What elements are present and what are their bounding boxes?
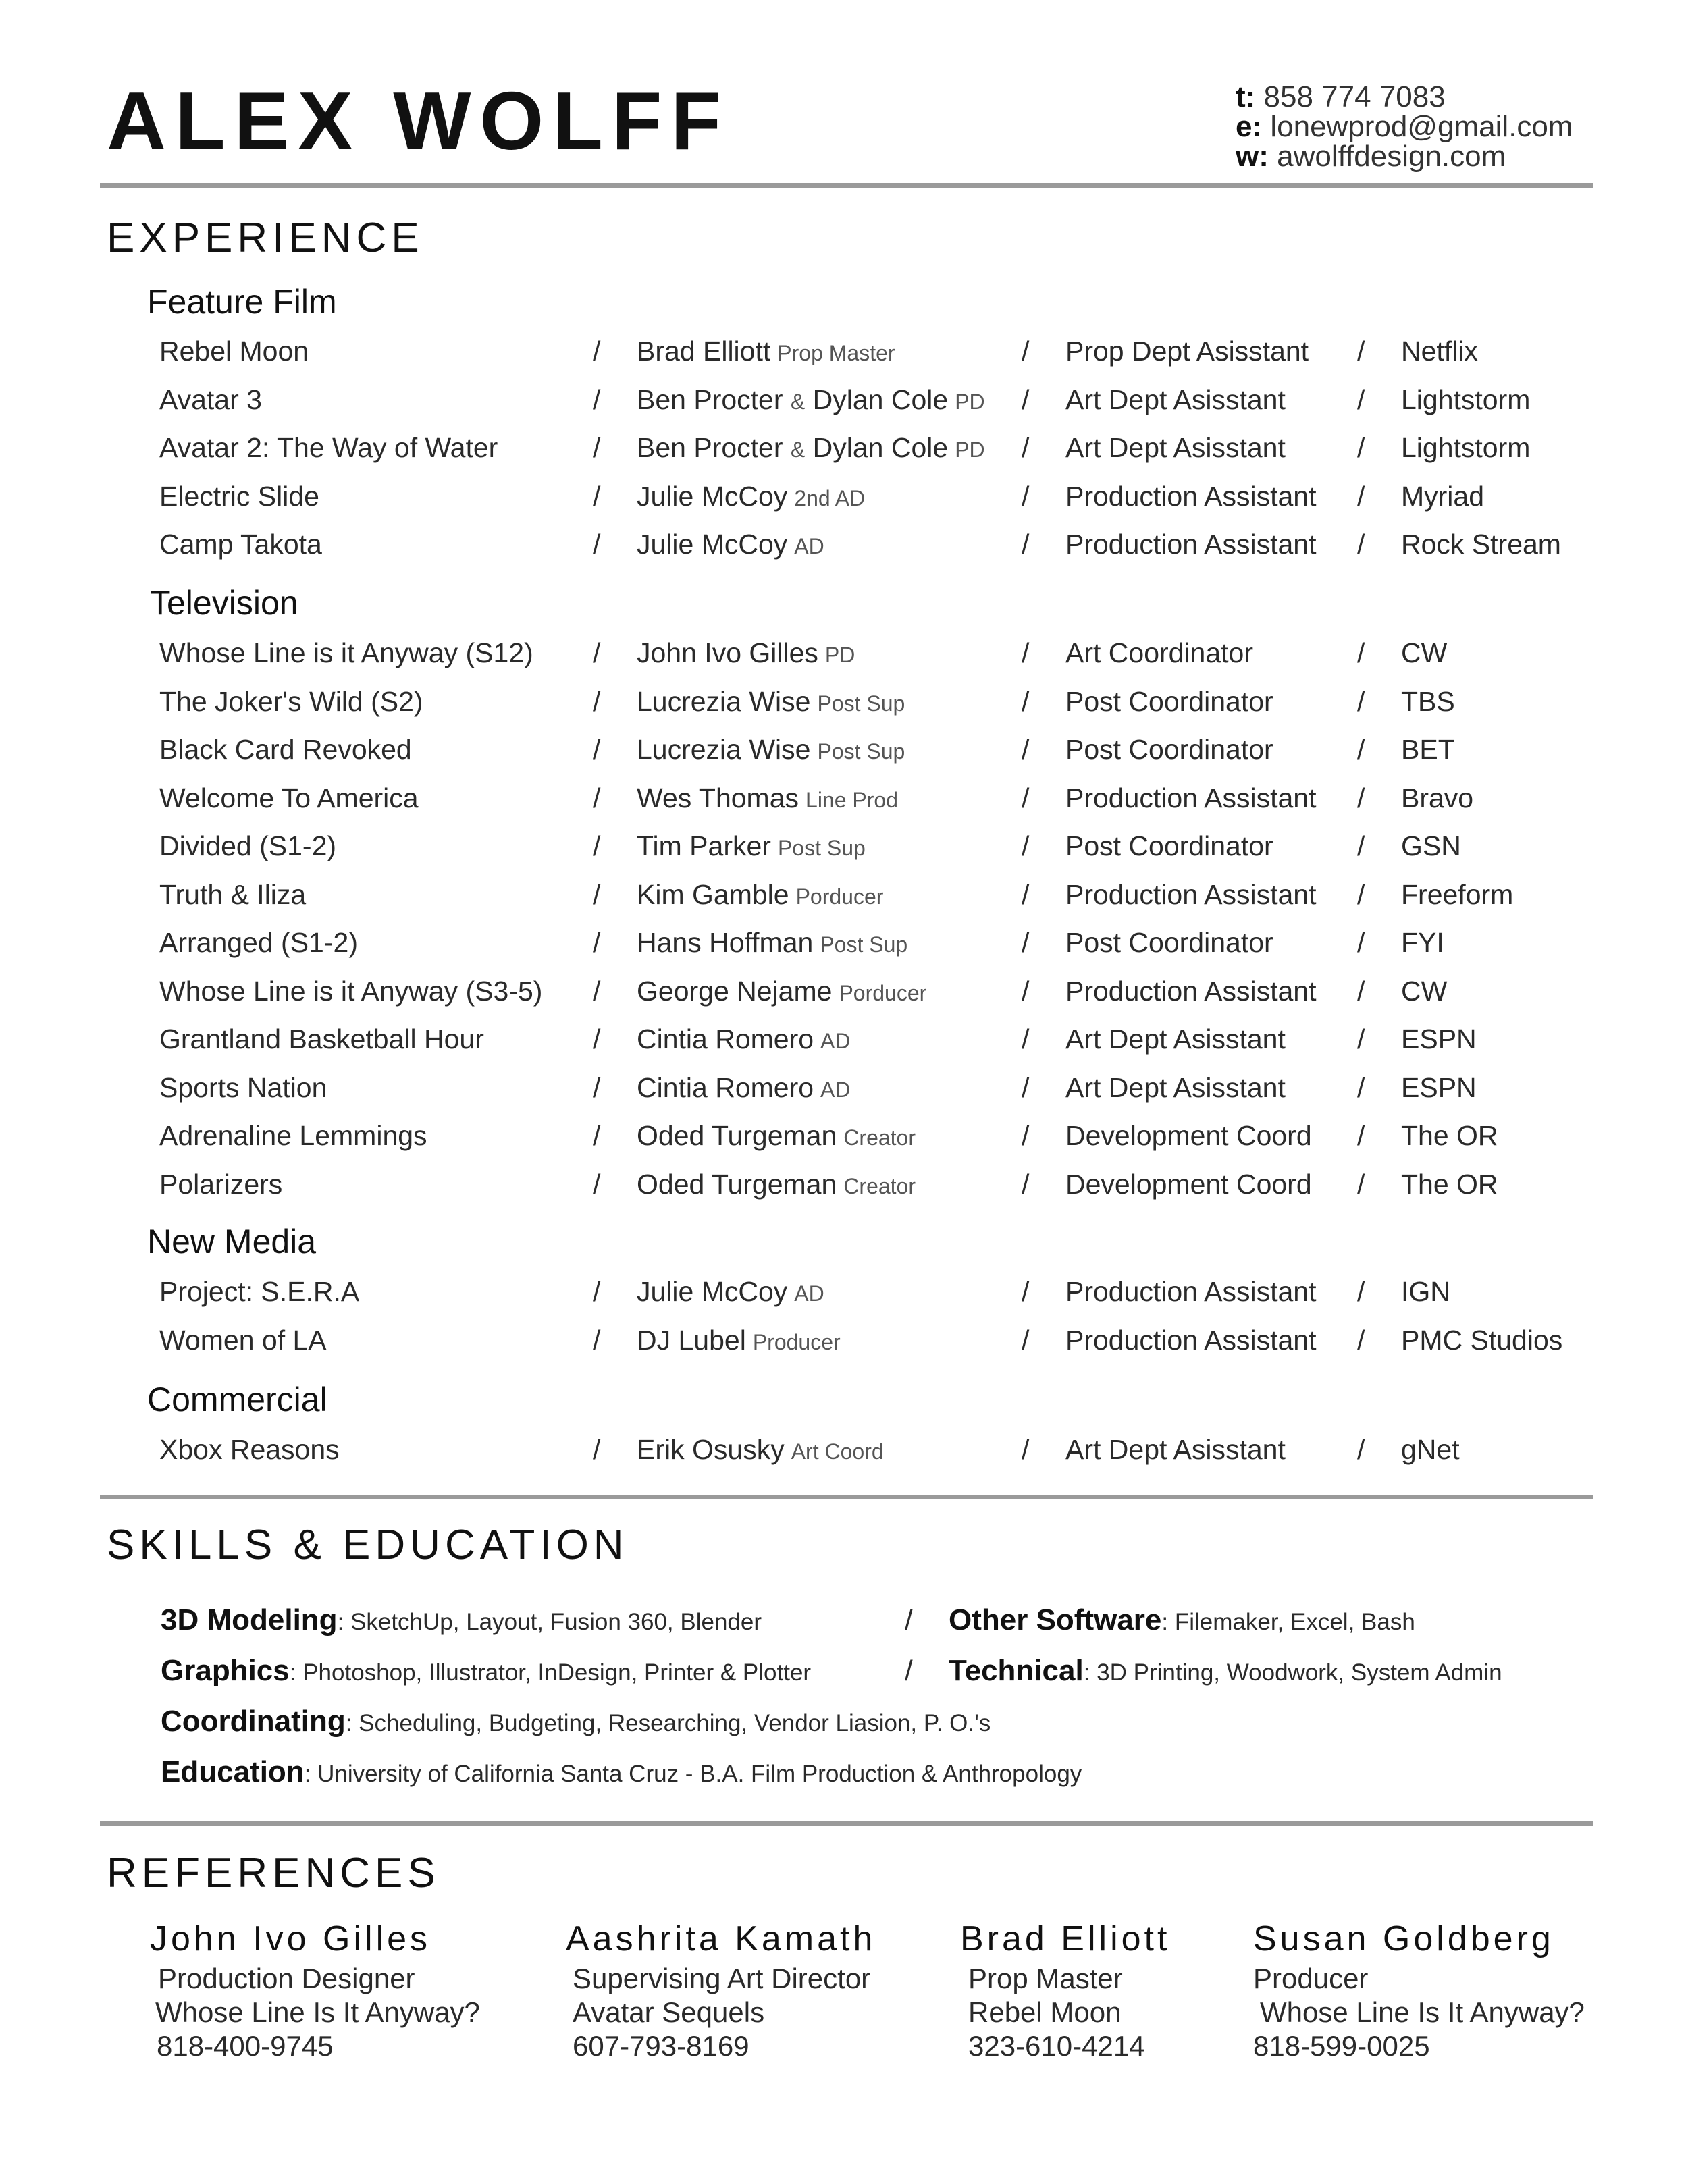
- separator: /: [1022, 1434, 1030, 1465]
- person-name: Ben Procter: [637, 383, 783, 415]
- reference-card: [960, 1919, 1170, 2063]
- separator: /: [1022, 878, 1030, 910]
- separator: /: [1022, 782, 1030, 814]
- reference-title: Supervising Art Director: [573, 1963, 871, 1994]
- reference-phone[interactable]: 818-400-9745: [157, 2030, 334, 2062]
- project-title: Truth & Iliza: [159, 878, 307, 910]
- separator: /: [1022, 480, 1030, 512]
- job-title: Production Assistant: [1065, 480, 1317, 512]
- separator: /: [1022, 336, 1030, 367]
- project-title: Arranged (S1-2): [159, 927, 358, 958]
- job-title: Production Assistant: [1065, 1276, 1317, 1307]
- experience-row: [0, 1320, 1688, 1360]
- person-name: Hans Hoffman: [637, 927, 814, 958]
- project-title: Avatar 3: [159, 383, 262, 415]
- contact-block: [1236, 82, 1573, 171]
- person-role: PD: [955, 389, 985, 414]
- separator: /: [1022, 734, 1030, 765]
- job-title: Post Coordinator: [1065, 927, 1273, 958]
- reference-name: Brad Elliott: [960, 1919, 1171, 1959]
- person-role: Post Sup: [777, 836, 866, 860]
- skill-value: : Filemaker, Excel, Bash: [1161, 1609, 1415, 1635]
- skill-graphics: [161, 1649, 811, 1693]
- company: Rock Stream: [1401, 529, 1561, 560]
- person-role: Creator: [843, 1173, 916, 1198]
- experience-row: [0, 1067, 1688, 1108]
- project-title: Avatar 2: The Way of Water: [159, 432, 498, 463]
- person-role: AD: [794, 534, 824, 558]
- separator: /: [1022, 830, 1030, 861]
- separator: /: [593, 1168, 601, 1200]
- reference-name: Aashrita Kamath: [566, 1919, 876, 1959]
- contact-person: [637, 331, 895, 373]
- skill-coordinating: [161, 1700, 991, 1743]
- separator: /: [593, 1023, 601, 1055]
- company: TBS: [1401, 685, 1455, 717]
- experience-row: [0, 1115, 1688, 1156]
- reference-project: Whose Line Is It Anyway?: [155, 1996, 480, 2028]
- project-title: Sports Nation: [159, 1071, 327, 1103]
- skill-value: : University of California Santa Cruz - B.A. Film Production & Anthropology: [304, 1761, 1082, 1787]
- separator: /: [1357, 637, 1365, 668]
- reference-project: Rebel Moon: [968, 1996, 1122, 2028]
- person-name: Ben Procter: [637, 432, 783, 463]
- separator: /: [1357, 1120, 1365, 1151]
- reference-title: Producer: [1253, 1963, 1369, 1994]
- category-television: Television: [150, 584, 298, 622]
- company: IGN: [1401, 1276, 1450, 1307]
- person-name: Cintia Romero: [637, 1071, 814, 1103]
- company: GSN: [1401, 830, 1461, 861]
- company: BET: [1401, 734, 1455, 765]
- experience-row: [0, 476, 1688, 516]
- separator: /: [593, 830, 601, 861]
- person-name: Cintia Romero: [637, 1023, 814, 1055]
- person-name: Erik Osusky: [637, 1434, 785, 1465]
- reference-phone[interactable]: 323-610-4214: [968, 2030, 1145, 2062]
- separator: /: [593, 685, 601, 717]
- person-name: Lucrezia Wise: [637, 734, 811, 765]
- contact-person: [637, 476, 865, 518]
- skill-value: : Photoshop, Illustrator, InDesign, Printer & Plotter: [289, 1659, 812, 1686]
- separator: /: [593, 432, 601, 463]
- experience-row: [0, 1429, 1688, 1470]
- person-name: Oded Turgeman: [637, 1120, 837, 1151]
- person-name: Kim Gamble: [637, 878, 789, 910]
- person-role: Producer: [752, 1329, 841, 1354]
- project-title: Adrenaline Lemmings: [159, 1120, 427, 1151]
- job-title: Production Assistant: [1065, 878, 1317, 910]
- project-title: Camp Takota: [159, 529, 322, 560]
- separator: /: [593, 1120, 601, 1151]
- separator: /: [1357, 878, 1365, 910]
- separator: /: [1022, 1120, 1030, 1151]
- contact-person: [637, 971, 926, 1013]
- person-name: Dylan Cole: [812, 432, 949, 463]
- person-role: Creator: [843, 1125, 916, 1150]
- person-name: Brad Elliott: [637, 336, 771, 367]
- experience-heading: EXPERIENCE: [107, 215, 424, 261]
- separator: /: [1022, 529, 1030, 560]
- skill-3d-modeling: [161, 1599, 762, 1642]
- references-heading: REFERENCES: [107, 1850, 440, 1896]
- person-role: Post Sup: [817, 739, 905, 764]
- person-role: 2nd AD: [794, 485, 866, 510]
- experience-row: [0, 427, 1688, 468]
- separator: /: [1357, 782, 1365, 814]
- company: The OR: [1401, 1168, 1498, 1200]
- person-role: Line Prod: [806, 787, 898, 812]
- company: Freeform: [1401, 878, 1514, 910]
- separator: /: [1022, 637, 1030, 668]
- contact-website-value[interactable]: awolffdesign.com: [1277, 140, 1506, 173]
- reference-card: [566, 1919, 876, 2063]
- contact-person: [637, 826, 866, 868]
- separator: /: [1357, 1023, 1365, 1055]
- project-title: Whose Line is it Anyway (S3-5): [159, 975, 543, 1007]
- job-title: Development Coord: [1065, 1120, 1312, 1151]
- experience-row: [0, 633, 1688, 673]
- experience-row: [0, 729, 1688, 770]
- person-name: Dylan Cole: [812, 383, 949, 415]
- job-title: Prop Dept Asisstant: [1065, 336, 1309, 367]
- company: PMC Studios: [1401, 1324, 1563, 1356]
- project-title: Xbox Reasons: [159, 1434, 340, 1465]
- reference-name: John Ivo Gilles: [150, 1919, 431, 1959]
- separator: /: [593, 975, 601, 1007]
- separator: /: [1357, 432, 1365, 463]
- company: CW: [1401, 637, 1448, 668]
- project-title: Electric Slide: [159, 480, 319, 512]
- person-role: PD: [824, 643, 855, 667]
- person-role: AD: [794, 1281, 824, 1306]
- job-title: Development Coord: [1065, 1168, 1312, 1200]
- person-name: Lucrezia Wise: [637, 685, 811, 717]
- separator: /: [1357, 927, 1365, 958]
- person-name: Oded Turgeman: [637, 1168, 837, 1200]
- person-role: AD: [820, 1077, 851, 1102]
- contact-person: [637, 729, 905, 772]
- separator: /: [593, 637, 601, 668]
- reference-name: Susan Goldberg: [1253, 1919, 1554, 1959]
- skill-value: : SketchUp, Layout, Fusion 360, Blender: [337, 1609, 762, 1635]
- contact-phone-key: t:: [1236, 80, 1256, 113]
- company: Myriad: [1401, 480, 1485, 512]
- divider: [100, 1495, 1593, 1499]
- skill-other-software: [949, 1599, 1415, 1642]
- separator: /: [1022, 1276, 1030, 1307]
- company: FYI: [1401, 927, 1444, 958]
- separator: /: [593, 1276, 601, 1307]
- job-title: Art Dept Asisstant: [1065, 1071, 1286, 1103]
- job-title: Art Dept Asisstant: [1065, 1023, 1286, 1055]
- separator: /: [1357, 383, 1365, 415]
- resume-name: ALEX WOLFF: [107, 75, 730, 167]
- separator: /: [1357, 1434, 1365, 1465]
- separator: /: [593, 529, 601, 560]
- job-title: Post Coordinator: [1065, 734, 1273, 765]
- contact-person: [637, 922, 907, 965]
- contact-person: [637, 874, 883, 917]
- category-feature-film: Feature Film: [147, 283, 337, 321]
- separator: /: [1357, 1276, 1365, 1307]
- separator: /: [593, 1071, 601, 1103]
- skill-label: 3D Modeling: [161, 1603, 338, 1636]
- experience-row: [0, 971, 1688, 1011]
- separator: /: [1357, 830, 1365, 861]
- company: Bravo: [1401, 782, 1474, 814]
- job-title: Production Assistant: [1065, 975, 1317, 1007]
- experience-row: [0, 1019, 1688, 1059]
- job-title: Art Coordinator: [1065, 637, 1254, 668]
- separator: /: [1022, 432, 1030, 463]
- experience-row: [0, 524, 1688, 564]
- separator: /: [1357, 529, 1365, 560]
- category-new-media: New Media: [147, 1223, 317, 1260]
- separator: /: [593, 1324, 601, 1356]
- project-title: The Joker's Wild (S2): [159, 685, 423, 717]
- person-role: AD: [820, 1029, 851, 1053]
- experience-row: [0, 922, 1688, 963]
- person-role: Porducer: [795, 884, 884, 909]
- separator: /: [593, 782, 601, 814]
- person-role: PD: [955, 437, 985, 462]
- job-title: Production Assistant: [1065, 782, 1317, 814]
- company: Lightstorm: [1401, 383, 1531, 415]
- job-title: Art Dept Asisstant: [1065, 383, 1286, 415]
- project-title: Welcome To America: [159, 782, 419, 814]
- job-title: Post Coordinator: [1065, 685, 1273, 717]
- skill-education: [161, 1751, 1082, 1794]
- skills-heading: SKILLS & EDUCATION: [107, 1522, 629, 1568]
- contact-email-value[interactable]: lonewprod@gmail.com: [1270, 110, 1573, 143]
- contact-person: [637, 1271, 824, 1314]
- contact-person: [637, 379, 985, 422]
- person-name: Julie McCoy: [637, 1276, 788, 1307]
- reference-phone[interactable]: 818-599-0025: [1253, 2030, 1430, 2062]
- experience-row: [0, 874, 1688, 915]
- divider: [100, 183, 1593, 188]
- project-title: Project: S.E.R.A: [159, 1276, 360, 1307]
- separator: /: [1357, 1168, 1365, 1200]
- experience-row: [0, 778, 1688, 818]
- separator: /: [593, 336, 601, 367]
- reference-card: [150, 1919, 480, 2063]
- job-title: Art Dept Asisstant: [1065, 1434, 1286, 1465]
- experience-row: [0, 331, 1688, 371]
- person-name: Julie McCoy: [637, 480, 788, 512]
- ampersand: &: [790, 389, 806, 414]
- company: ESPN: [1401, 1071, 1477, 1103]
- person-role: Prop Master: [777, 341, 895, 365]
- reference-project: Whose Line Is It Anyway?: [1260, 1996, 1585, 2028]
- company: ESPN: [1401, 1023, 1477, 1055]
- project-title: Divided (S1-2): [159, 830, 337, 861]
- skill-label: Coordinating: [161, 1705, 346, 1738]
- project-title: Black Card Revoked: [159, 734, 412, 765]
- separator: /: [1022, 1023, 1030, 1055]
- separator: /: [1357, 685, 1365, 717]
- job-title: Production Assistant: [1065, 529, 1317, 560]
- skill-value: : Scheduling, Budgeting, Researching, Vendor Liasion, P. O.'s: [345, 1710, 991, 1736]
- project-title: Grantland Basketball Hour: [159, 1023, 484, 1055]
- reference-title: Production Designer: [158, 1963, 415, 1994]
- separator: /: [905, 1604, 913, 1636]
- person-role: Porducer: [839, 980, 927, 1005]
- contact-person: [637, 633, 855, 675]
- contact-person: [637, 1429, 884, 1472]
- person-name: Julie McCoy: [637, 529, 788, 560]
- reference-title: Prop Master: [968, 1963, 1123, 1994]
- separator: /: [905, 1655, 913, 1686]
- separator: /: [1022, 685, 1030, 717]
- experience-row: [0, 379, 1688, 420]
- contact-person: [637, 778, 898, 820]
- experience-row: [0, 681, 1688, 722]
- skill-value: : 3D Printing, Woodwork, System Admin: [1083, 1659, 1502, 1686]
- separator: /: [593, 480, 601, 512]
- project-title: Polarizers: [159, 1168, 283, 1200]
- contact-website-key: w:: [1236, 140, 1269, 173]
- separator: /: [1022, 1168, 1030, 1200]
- category-commercial: Commercial: [147, 1381, 327, 1418]
- skill-label: Education: [161, 1755, 305, 1788]
- separator: /: [1357, 734, 1365, 765]
- ampersand: &: [790, 437, 806, 462]
- reference-project: Avatar Sequels: [573, 1996, 765, 2028]
- person-role: Post Sup: [817, 691, 905, 716]
- job-title: Production Assistant: [1065, 1324, 1317, 1356]
- skill-label: Technical: [949, 1654, 1084, 1687]
- separator: /: [593, 927, 601, 958]
- company: gNet: [1401, 1434, 1460, 1465]
- person-role: Art Coord: [791, 1439, 884, 1464]
- skill-label: Other Software: [949, 1603, 1162, 1636]
- separator: /: [593, 1434, 601, 1465]
- separator: /: [593, 878, 601, 910]
- contact-person: [637, 1067, 851, 1110]
- skill-technical: [949, 1649, 1502, 1693]
- person-name: George Nejame: [637, 975, 833, 1007]
- separator: /: [1022, 927, 1030, 958]
- project-title: Women of LA: [159, 1324, 327, 1356]
- person-name: Wes Thomas: [637, 782, 799, 814]
- contact-person: [637, 1320, 841, 1362]
- company: CW: [1401, 975, 1448, 1007]
- contact-person: [637, 427, 985, 470]
- company: The OR: [1401, 1120, 1498, 1151]
- separator: /: [593, 383, 601, 415]
- separator: /: [1357, 336, 1365, 367]
- contact-phone: [1236, 82, 1573, 112]
- contact-website: [1236, 142, 1573, 171]
- divider: [100, 1821, 1593, 1826]
- project-title: Whose Line is it Anyway (S12): [159, 637, 533, 668]
- separator: /: [1022, 383, 1030, 415]
- contact-phone-value[interactable]: 858 774 7083: [1263, 80, 1446, 113]
- experience-row: [0, 1164, 1688, 1204]
- separator: /: [1357, 975, 1365, 1007]
- reference-phone[interactable]: 607-793-8169: [573, 2030, 749, 2062]
- separator: /: [1022, 975, 1030, 1007]
- job-title: Post Coordinator: [1065, 830, 1273, 861]
- contact-person: [637, 1019, 851, 1061]
- contact-person: [637, 681, 905, 724]
- experience-row: [0, 1271, 1688, 1312]
- contact-email-key: e:: [1236, 110, 1263, 143]
- contact-email: [1236, 112, 1573, 142]
- separator: /: [593, 734, 601, 765]
- person-role: Post Sup: [820, 932, 908, 957]
- project-title: Rebel Moon: [159, 336, 309, 367]
- separator: /: [1357, 1071, 1365, 1103]
- separator: /: [1357, 480, 1365, 512]
- separator: /: [1022, 1324, 1030, 1356]
- experience-row: [0, 826, 1688, 866]
- person-name: Tim Parker: [637, 830, 771, 861]
- person-name: DJ Lubel: [637, 1324, 746, 1356]
- contact-person: [637, 524, 824, 566]
- separator: /: [1357, 1324, 1365, 1356]
- reference-card: [1253, 1919, 1585, 2063]
- company: Netflix: [1401, 336, 1478, 367]
- person-name: John Ivo Gilles: [637, 637, 818, 668]
- company: Lightstorm: [1401, 432, 1531, 463]
- contact-person: [637, 1164, 916, 1206]
- contact-person: [637, 1115, 916, 1158]
- separator: /: [1022, 1071, 1030, 1103]
- job-title: Art Dept Asisstant: [1065, 432, 1286, 463]
- skill-label: Graphics: [161, 1654, 290, 1687]
